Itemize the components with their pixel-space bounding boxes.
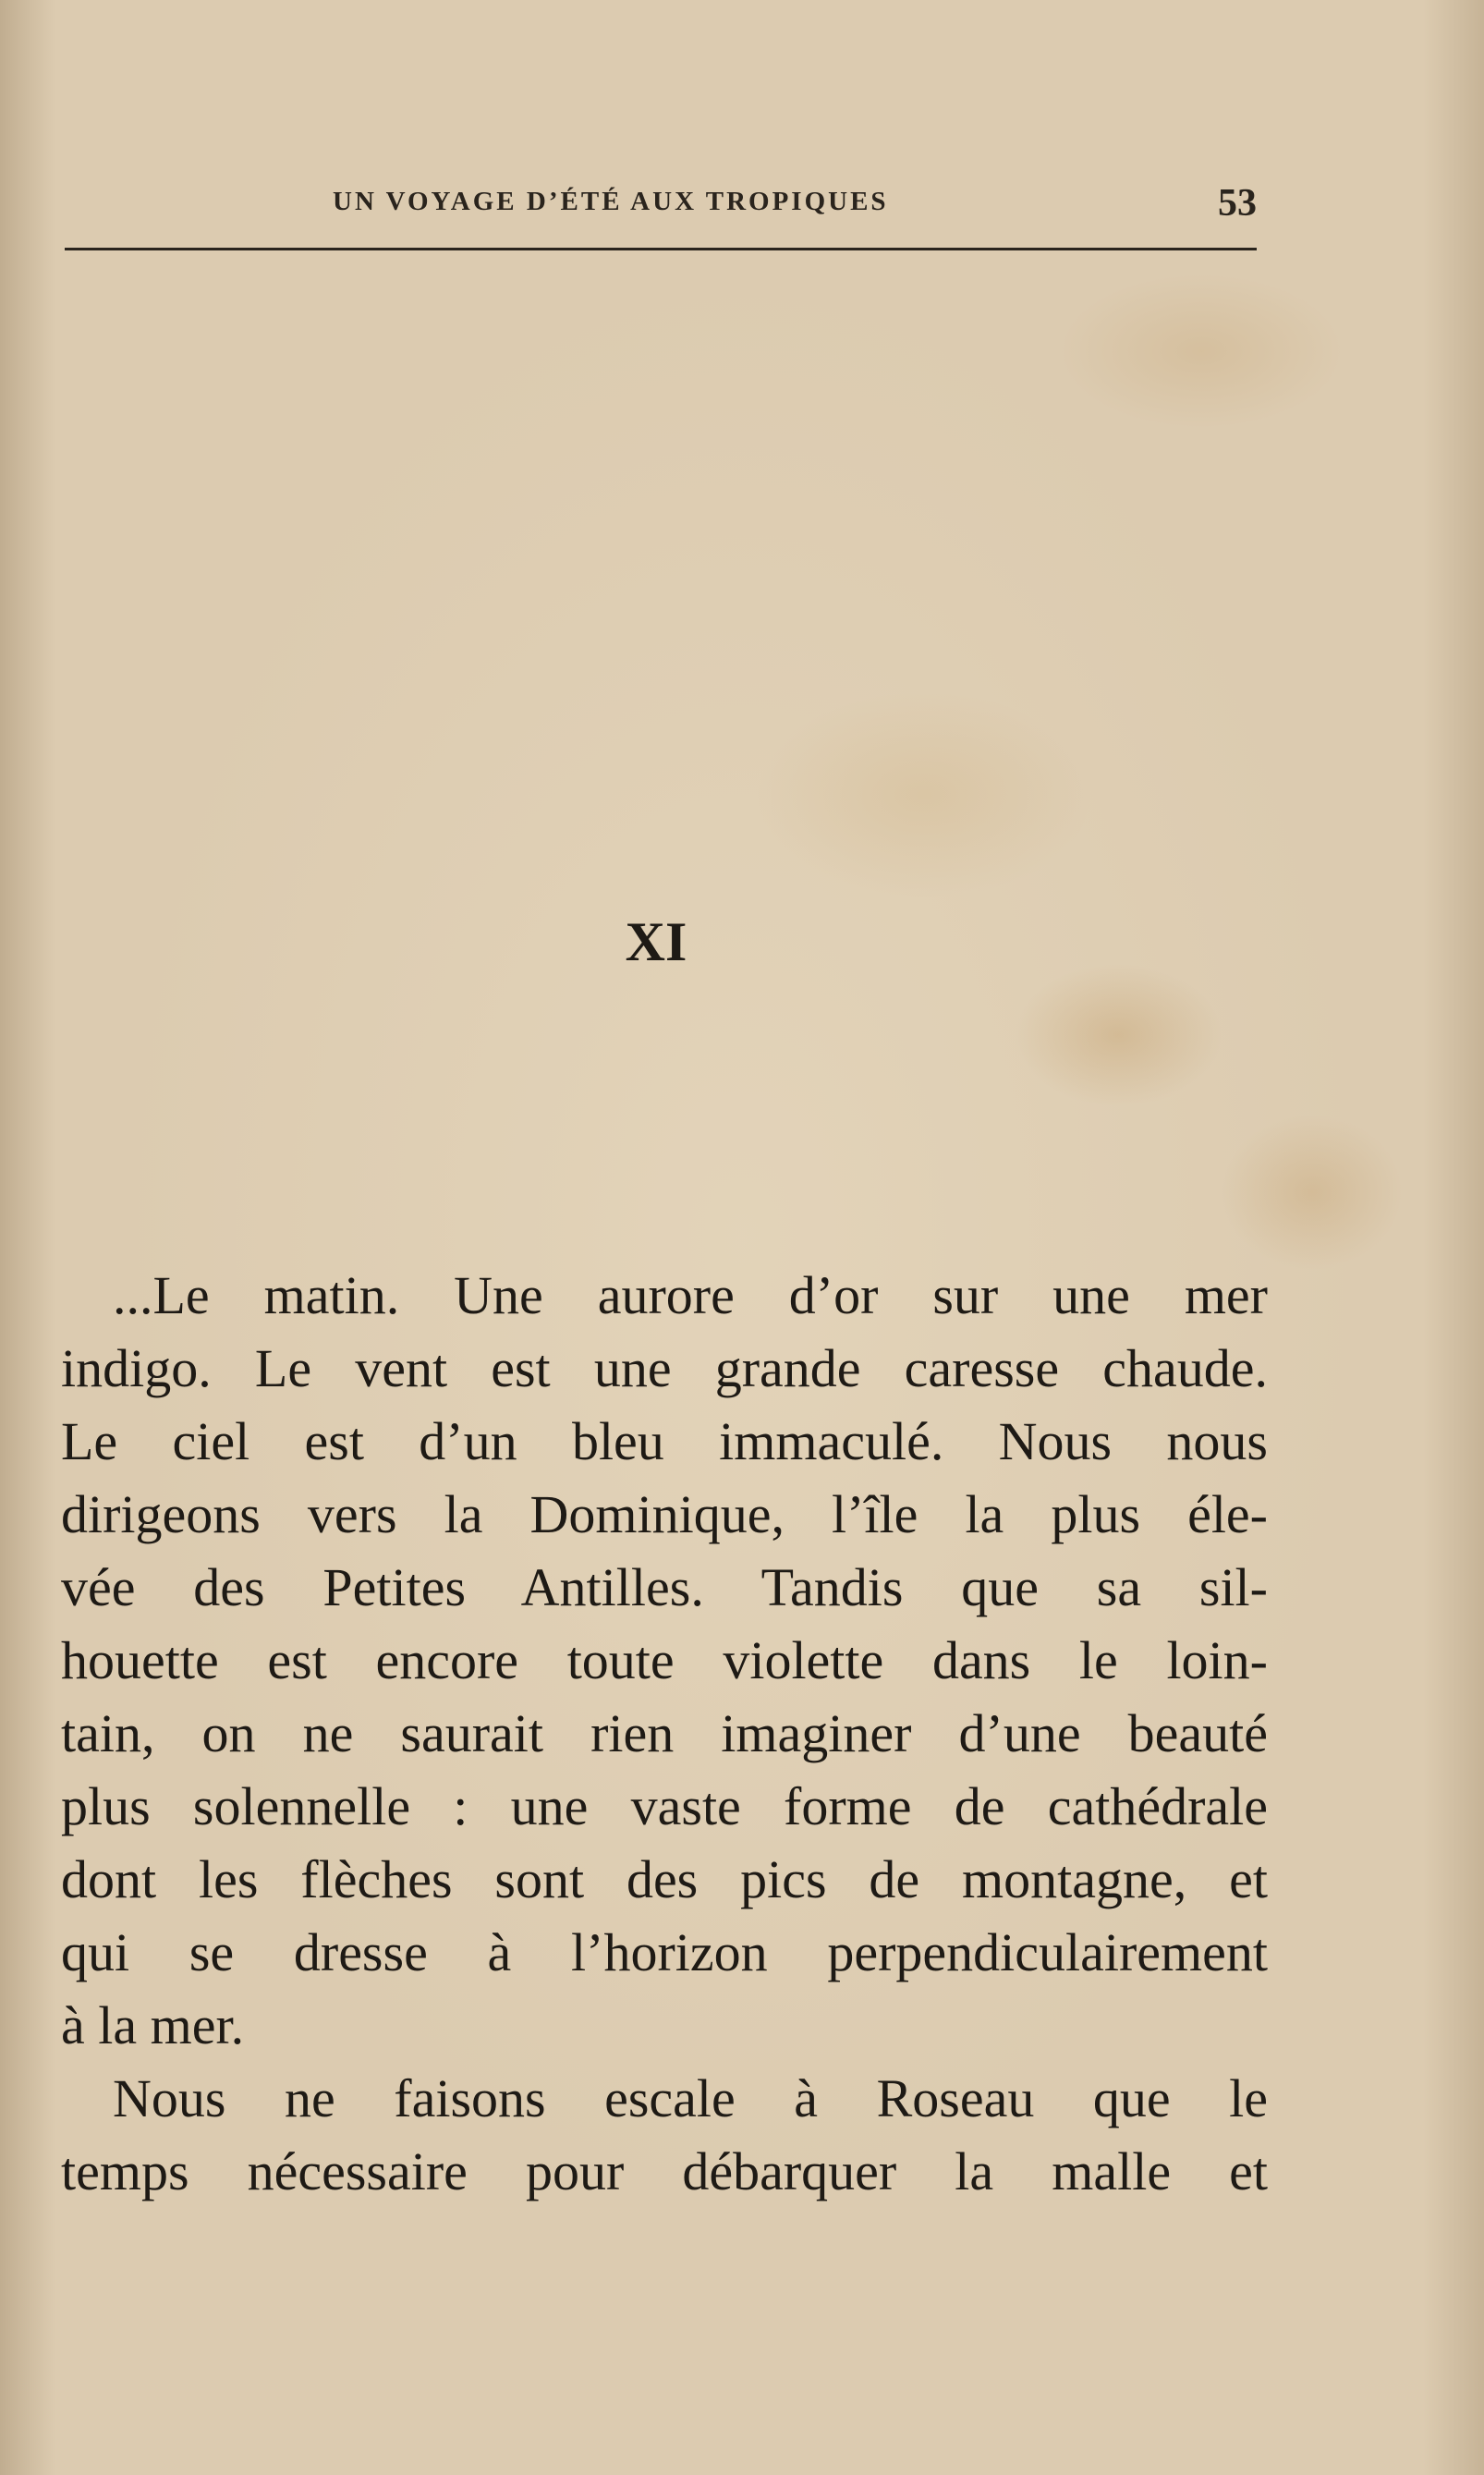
text-line: tain, on ne saurait rien imaginer d’une beauté xyxy=(61,1703,1268,1763)
text-line: qui se dresse à l’horizon perpendiculairement xyxy=(61,1922,1268,1982)
running-title: UN VOYAGE D’ÉTÉ AUX TROPIQUES xyxy=(333,187,889,216)
text-line: dirigeons vers la Dominique, l’île la plus éle- xyxy=(61,1484,1268,1544)
text-line: dont les flèches sont des pics de montagne, et xyxy=(61,1849,1268,1909)
text-line: houette est encore toute violette dans le loin- xyxy=(61,1630,1268,1690)
running-head xyxy=(65,181,1257,231)
paragraph xyxy=(61,2062,1268,2208)
paragraph xyxy=(61,1259,1268,2062)
body-text xyxy=(61,1259,1268,2208)
text-line: plus solennelle : une vaste forme de cathédrale xyxy=(61,1776,1268,1836)
text-line: Le ciel est d’un bleu immaculé. Nous nous xyxy=(61,1411,1268,1471)
text-line: temps nécessaire pour débarquer la malle et xyxy=(61,2141,1268,2201)
text-line: Nous ne faisons escale à Roseau que le xyxy=(113,2068,1268,2128)
text-line: ...Le matin. Une aurore d’or sur une mer xyxy=(113,1265,1268,1325)
text-line: à la mer. xyxy=(61,1995,245,2055)
chapter-numeral: XI xyxy=(625,911,687,972)
text-line: vée des Petites Antilles. Tandis que sa sil- xyxy=(61,1557,1268,1617)
header-rule xyxy=(65,248,1257,250)
page-number: 53 xyxy=(1218,182,1257,225)
text-line: indigo. Le vent est une grande caresse chaude. xyxy=(61,1338,1268,1398)
